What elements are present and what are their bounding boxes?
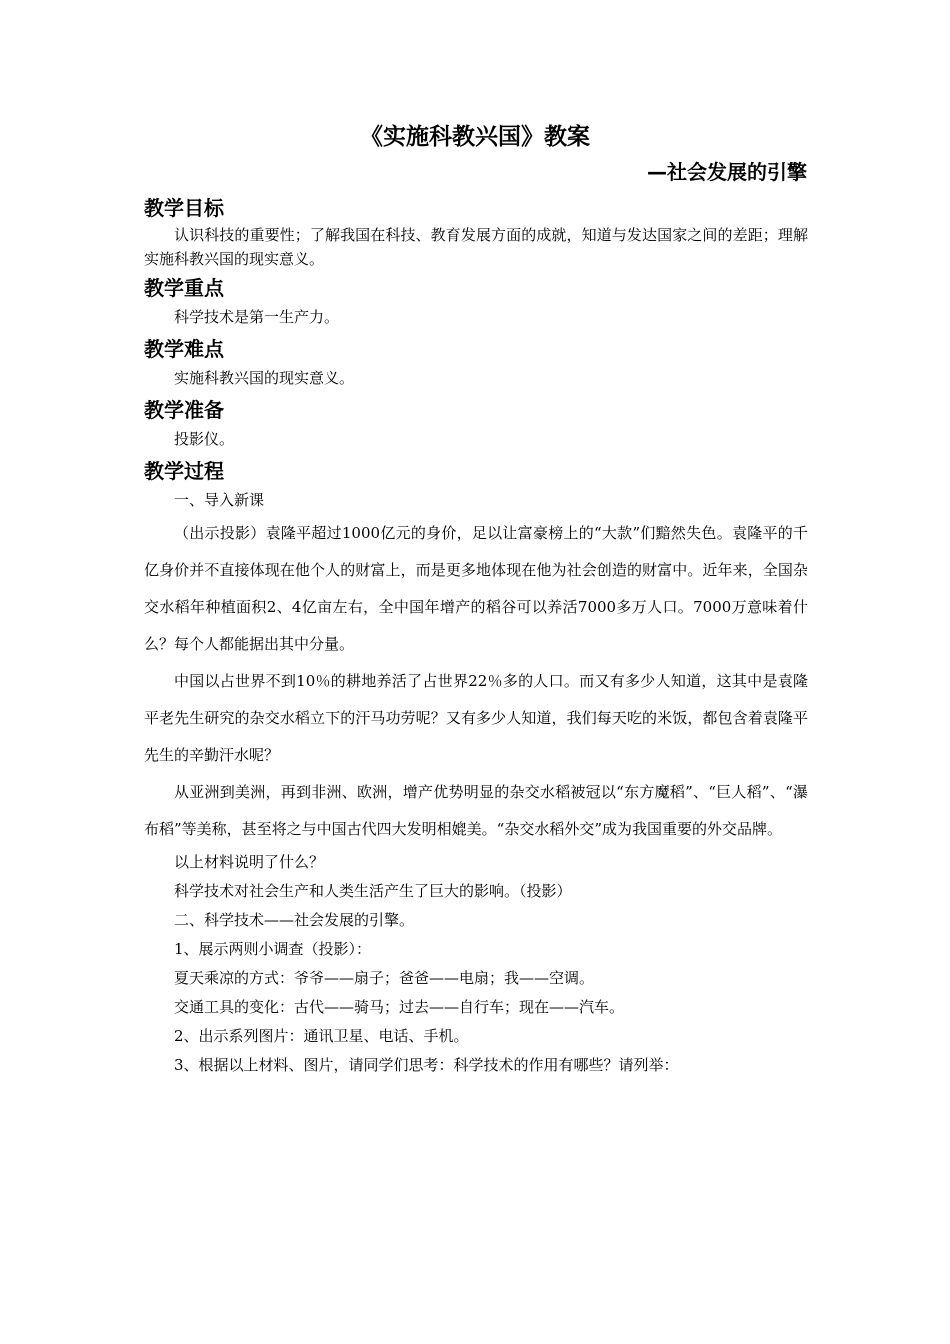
heading-teaching-goal: 教学目标 (144, 196, 224, 220)
paragraph-process-part-two: 二、科学技术——社会发展的引擎。 (174, 911, 415, 929)
document-body (144, 193, 808, 1080)
paragraph-process-cooling: 夏天乘凉的方式：爷爷——扇子；爸爸——电扇；我——空调。 (174, 969, 595, 987)
document-title: 《实施科教兴国》教案 (360, 124, 590, 150)
paragraph-process-yuan-longping: （出示投影）袁隆平超过1000亿元的身价，足以让富豪榜上的“大款”们黯然失色。袁隆平的千亿身价并不直接体现在他个人的财富上，而是更多地体现在他为社会创造的财富中。近年来，全国杂交水稻年种植面积2、4亿亩左右，全中国年增产的稻谷可以养活7000多万人口。7000万意味着什么？每个人都能据出其中分量。 (144, 524, 808, 653)
heading-teaching-preparation: 教学准备 (144, 398, 224, 422)
heading-teaching-process: 教学过程 (144, 459, 224, 483)
paragraph-process-survey: 1、展示两则小调查（投影）： (174, 940, 372, 958)
heading-teaching-key: 教学重点 (144, 276, 224, 300)
document-subtitle: —社会发展的引擎 (647, 160, 807, 184)
paragraph-teaching-goal: 认识科技的重要性；了解我国在科技、教育发展方面的成就，知道与发达国家之间的差距；理解实施科教兴国的现实意义。 (144, 226, 808, 268)
paragraph-teaching-preparation: 投影仪。 (174, 430, 235, 448)
paragraph-process-question: 以上材料说明了什么？ (174, 853, 325, 871)
paragraph-process-think: 3、根据以上材料、图片，请同学们思考：科学技术的作用有哪些？请列举： (174, 1056, 679, 1074)
paragraph-teaching-difficulty: 实施科教兴国的现实意义。 (174, 369, 355, 387)
heading-teaching-difficulty: 教学难点 (144, 337, 224, 361)
paragraph-process-hybrid-rice: 从亚洲到美洲，再到非洲、欧洲，增产优势明显的杂交水稻被冠以“东方魔稻”、“巨人稻”、“瀑布稻”等美称，甚至将之与中国古代四大发明相媲美。“杂交水稻外交”成为我国重要的外交品牌。 (144, 783, 808, 838)
paragraph-teaching-key: 科学技术是第一生产力。 (174, 308, 340, 326)
paragraph-process-intro: 一、导入新课 (174, 491, 265, 509)
paragraph-process-pictures: 2、出示系列图片：通讯卫星、电话、手机。 (174, 1027, 469, 1045)
paragraph-process-answer: 科学技术对社会生产和人类生活产生了巨大的影响。（投影） (174, 882, 572, 900)
paragraph-process-transport: 交通工具的变化：古代——骑马；过去——自行车；现在——汽车。 (174, 998, 625, 1016)
paragraph-process-farmland: 中国以占世界不到10％的耕地养活了占世界22％多的人口。而又有多少人知道，这其中是袁隆平老先生研究的杂交水稻立下的汗马功劳呢？又有多少人知道，我们每天吃的米饭，都包含着袁隆平先生的辛勤汗水呢？ (144, 672, 808, 764)
